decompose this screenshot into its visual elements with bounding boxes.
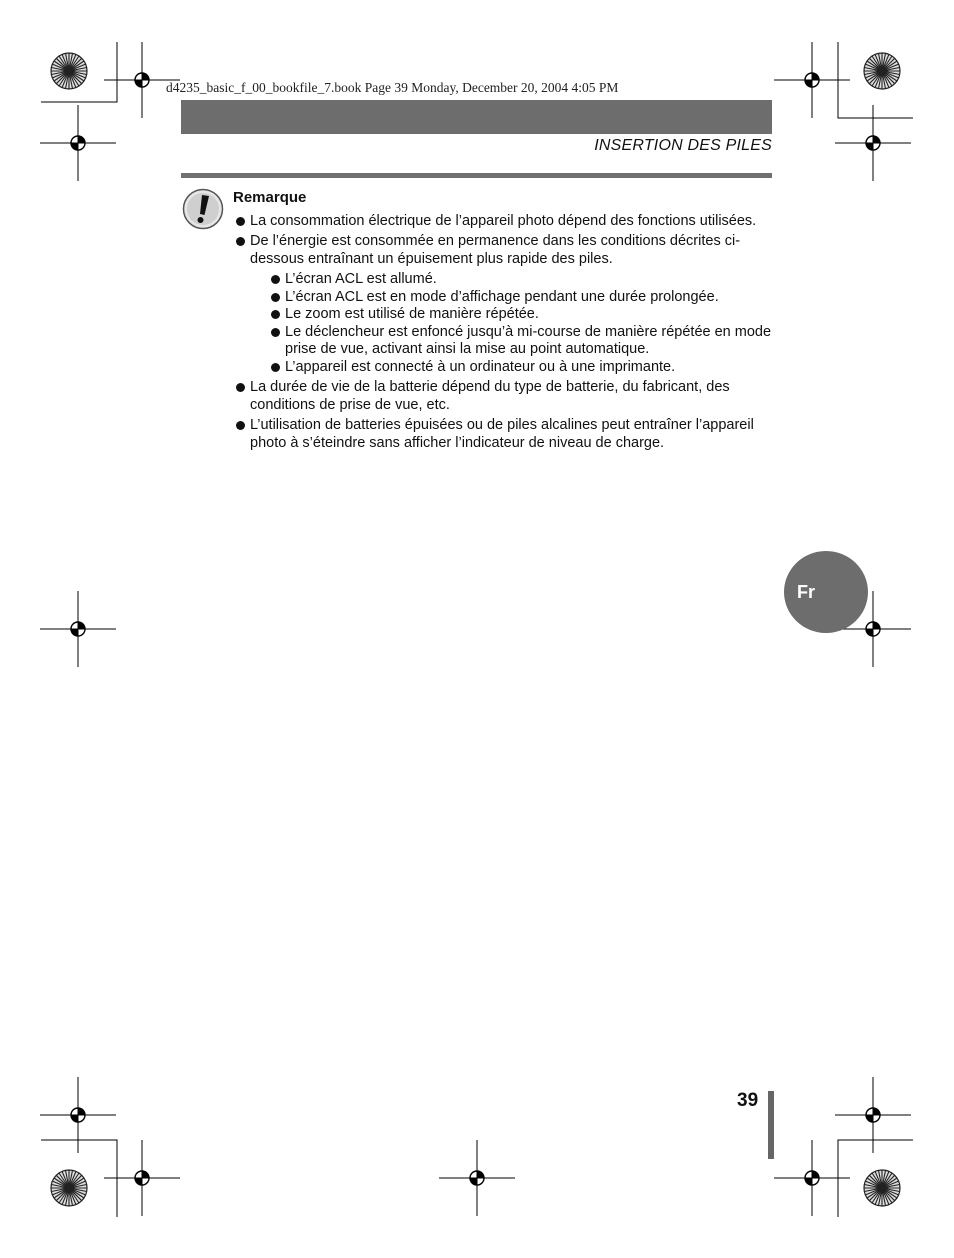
list-item [233, 379, 775, 414]
list-item-text: La durée de vie de la batterie dépend du type de batterie, du fabricant, des conditions de prise de vue, etc. [250, 379, 730, 413]
list-item-text: De l’énergie est consommée en permanence dans les conditions décrites ci-dessous entraînant un épuisement plus rapide des piles. [250, 233, 741, 267]
sub-list-item: L’écran ACL est allumé. [268, 271, 775, 289]
language-tab [784, 551, 868, 633]
sub-list-item: Le déclencheur est enfoncé jusqu’à mi-course de manière répétée en mode prise de vue, activant ainsi la mise au point automatique. [268, 324, 775, 359]
note-title: Remarque [233, 189, 307, 206]
sub-list-item: L’écran ACL est en mode d’affichage pendant une durée prolongée. [268, 289, 775, 307]
page-number-bar [768, 1091, 774, 1159]
list-item [233, 233, 775, 376]
sub-list-item: L’appareil est connecté à un ordinateur ou à une imprimante. [268, 359, 775, 377]
exclamation-icon [182, 188, 224, 230]
section-title: INSERTION DES PILES [594, 137, 772, 154]
list-item [233, 417, 775, 452]
section-rule [181, 173, 772, 178]
print-header: d4235_basic_f_00_bookfile_7.book Page 39 Monday, December 20, 2004 4:05 PM [166, 80, 619, 95]
header-bar [181, 100, 772, 134]
language-tab-label: Fr [797, 582, 815, 602]
list-item [233, 213, 775, 231]
sub-list [268, 271, 775, 376]
note-list [233, 213, 775, 453]
page-number: 39 [737, 1090, 759, 1111]
list-item-text: L’utilisation de batteries épuisées ou de piles alcalines peut entraîner l’appareil photo à s’éteindre sans afficher l’indicateur de niveau de charge. [250, 417, 754, 451]
note-block [233, 189, 775, 455]
sub-list-item: Le zoom est utilisé de manière répétée. [268, 306, 775, 324]
list-item-text: La consommation électrique de l’appareil photo dépend des fonctions utilisées. [250, 212, 757, 229]
